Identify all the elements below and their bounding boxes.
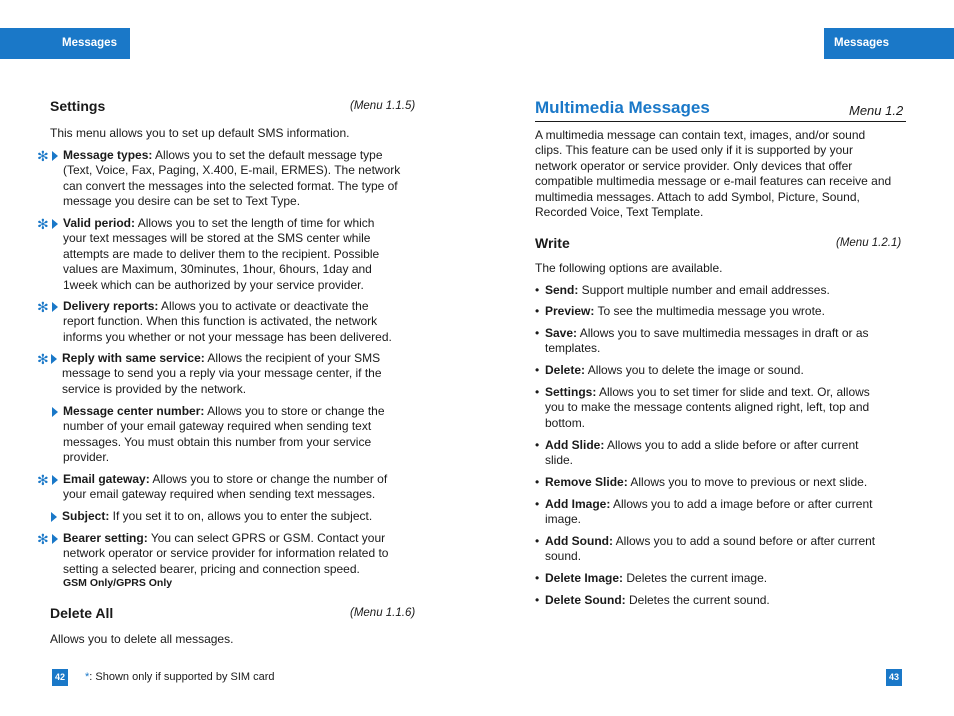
settings-item-text: You can select GPRS or GSM. Contact your bbox=[147, 531, 386, 545]
write-option-label: Add Sound: bbox=[545, 534, 613, 548]
write-option-label: Remove Slide: bbox=[545, 475, 628, 489]
write-option-label: Delete: bbox=[545, 363, 586, 377]
write-option bbox=[545, 304, 905, 319]
settings-item-text: network operator or service provider for information related to bbox=[63, 546, 389, 561]
write-intro: The following options are available. bbox=[535, 261, 723, 275]
multimedia-intro bbox=[535, 128, 891, 220]
write-option bbox=[545, 283, 905, 298]
write-option bbox=[545, 475, 905, 490]
settings-item-text: report function. When this function is activated, the network bbox=[63, 314, 378, 329]
write-option-text: sound. bbox=[545, 549, 582, 564]
write-option-label: Delete Image: bbox=[545, 571, 624, 585]
settings-item-text: If you set it to on, allows you to enter the subject. bbox=[109, 509, 373, 523]
bullet-triangle-icon bbox=[52, 219, 58, 229]
sim-only-star-icon: ✻ bbox=[37, 351, 49, 367]
settings-intro: This menu allows you to set up default SMS information. bbox=[50, 126, 350, 140]
settings-item-text: attempts are made to deliver them to the recipient. Possible bbox=[63, 246, 380, 261]
write-option bbox=[545, 438, 905, 469]
write-option-label: Delete Sound: bbox=[545, 593, 626, 607]
bullet-dot-icon: • bbox=[535, 593, 540, 607]
write-title: Write bbox=[535, 235, 570, 251]
bullet-dot-icon: • bbox=[535, 283, 540, 297]
sim-only-star-icon: ✻ bbox=[37, 299, 49, 315]
multimedia-intro-line: clips. This feature can be used only if it is supported by your bbox=[535, 143, 853, 158]
settings-item-text: Allows you to store or change the bbox=[204, 404, 385, 418]
settings-item-label: Valid period: bbox=[63, 216, 136, 230]
write-option bbox=[545, 571, 905, 586]
bullet-dot-icon: • bbox=[535, 497, 540, 511]
write-option-text: Allows you to set timer for slide and text. Or, allows bbox=[596, 385, 870, 399]
write-option-label: Settings: bbox=[545, 385, 597, 399]
settings-item-label: Reply with same service: bbox=[62, 351, 205, 365]
page-number-right: 43 bbox=[886, 669, 902, 686]
write-option-text: To see the multimedia message you wrote. bbox=[594, 304, 825, 318]
write-menu-ref: (Menu 1.2.1) bbox=[836, 237, 902, 249]
multimedia-intro-line: Recorded Voice, Text Template. bbox=[535, 205, 704, 220]
bullet-dot-icon: • bbox=[535, 571, 540, 585]
write-option-text: Allows you to add a slide before or after current bbox=[604, 438, 859, 452]
write-option bbox=[545, 326, 905, 357]
settings-item bbox=[63, 299, 423, 345]
write-option-text: Allows you to add a sound before or after current bbox=[612, 534, 876, 548]
write-option-label: Preview: bbox=[545, 304, 595, 318]
write-option-text: Allows you to add a image before or after current bbox=[610, 497, 873, 511]
settings-item-text: Allows you to set the default message type bbox=[152, 148, 383, 162]
write-option-text: Deletes the current sound. bbox=[625, 593, 770, 607]
write-option-label: Add Slide: bbox=[545, 438, 605, 452]
write-option bbox=[545, 534, 905, 565]
write-option-label: Save: bbox=[545, 326, 578, 340]
bullet-dot-icon: • bbox=[535, 438, 540, 452]
bullet-triangle-icon bbox=[52, 151, 58, 161]
settings-item-label: Bearer setting: bbox=[63, 531, 148, 545]
settings-item bbox=[63, 148, 423, 210]
footnote-star-icon: * bbox=[85, 671, 90, 683]
settings-item bbox=[63, 404, 423, 466]
settings-item-text: number of your email gateway required when sending text bbox=[63, 419, 372, 434]
bullet-dot-icon: • bbox=[535, 385, 540, 399]
bullet-triangle-icon bbox=[52, 302, 58, 312]
settings-item-text: Allows you to set the length of time for which bbox=[135, 216, 375, 230]
settings-item-text: your email gateway required when sending text messages. bbox=[63, 487, 376, 502]
settings-item-text: your text messages will be stored at the SMS center while bbox=[63, 231, 371, 246]
settings-item bbox=[62, 509, 422, 524]
write-option-text: Allows you to save multimedia messages in draft or as bbox=[577, 326, 869, 340]
write-option bbox=[545, 593, 905, 608]
bullet-triangle-icon bbox=[52, 534, 58, 544]
footnote bbox=[85, 671, 275, 683]
bullet-dot-icon: • bbox=[535, 363, 540, 377]
settings-item-text: setting a selected bearer, pricing and connection speed. bbox=[63, 561, 360, 576]
write-option-text: Allows you to move to previous or next slide. bbox=[627, 475, 868, 489]
settings-item-text: message to send you a reply via your message center, if the bbox=[62, 366, 382, 381]
settings-item-text: Allows you to store or change the number of bbox=[149, 472, 388, 486]
settings-item-text: 1week which can be authorized by your service provider. bbox=[63, 277, 364, 292]
bullet-triangle-icon bbox=[51, 512, 57, 522]
footnote-text: : Shown only if supported by SIM card bbox=[89, 671, 275, 683]
bullet-dot-icon: • bbox=[535, 304, 540, 318]
delete-all-title: Delete All bbox=[50, 605, 114, 621]
write-option-text: Deletes the current image. bbox=[623, 571, 768, 585]
settings-item-text: (Text, Voice, Fax, Paging, X.400, E-mail, ERMES). The network bbox=[63, 163, 401, 178]
settings-item-text: informs you whether or not your message has been delivered. bbox=[63, 329, 392, 344]
write-option-text: Allows you to delete the image or sound. bbox=[585, 363, 804, 377]
settings-item-label: Message types: bbox=[63, 148, 153, 162]
bullet-dot-icon: • bbox=[535, 534, 540, 548]
sim-only-star-icon: ✻ bbox=[37, 216, 49, 232]
gsm-note: GSM Only/GPRS Only bbox=[63, 577, 173, 589]
settings-item-text: Allows you to activate or deactivate the bbox=[158, 299, 369, 313]
title-rule bbox=[535, 121, 906, 122]
write-option-text: image. bbox=[545, 512, 582, 527]
settings-item-label: Subject: bbox=[62, 509, 110, 523]
write-option bbox=[545, 385, 905, 431]
bullet-triangle-icon bbox=[51, 354, 57, 364]
bullet-triangle-icon bbox=[52, 475, 58, 485]
settings-item bbox=[63, 472, 423, 503]
settings-item-text: Allows the recipient of your SMS bbox=[204, 351, 381, 365]
sim-only-star-icon: ✻ bbox=[37, 148, 49, 164]
bullet-triangle-icon bbox=[52, 407, 58, 417]
bullet-dot-icon: • bbox=[535, 326, 540, 340]
bullet-dot-icon: • bbox=[535, 475, 540, 489]
settings-item-text: messages. You must obtain this number from your service bbox=[63, 434, 372, 449]
multimedia-title: Multimedia Messages bbox=[535, 98, 710, 117]
write-option-text: slide. bbox=[545, 453, 574, 468]
settings-item-label: Message center number: bbox=[63, 404, 205, 418]
write-option-text: bottom. bbox=[545, 415, 586, 430]
sim-only-star-icon: ✻ bbox=[37, 472, 49, 488]
settings-menu-ref: (Menu 1.1.5) bbox=[350, 100, 416, 112]
settings-item-label: Delivery reports: bbox=[63, 299, 159, 313]
write-option-text: templates. bbox=[545, 341, 601, 356]
header-tab-right: Messages bbox=[824, 28, 954, 59]
multimedia-menu-ref: Menu 1.2 bbox=[849, 103, 904, 118]
settings-item bbox=[63, 531, 423, 577]
multimedia-intro-line: network operator or service provider. Only devices that offer bbox=[535, 158, 853, 173]
settings-item-text: provider. bbox=[63, 450, 110, 465]
page-number-left: 42 bbox=[52, 669, 68, 686]
settings-item-text: can convert the messages into the selected format. The type of bbox=[63, 178, 398, 193]
multimedia-intro-line: multimedia messages. Attach to add Symbol, Picture, Sound, bbox=[535, 189, 860, 204]
delete-all-menu-ref: (Menu 1.1.6) bbox=[350, 607, 416, 619]
multimedia-intro-line: compatible multimedia message or e-mail features can receive and bbox=[535, 174, 892, 189]
multimedia-intro-line: A multimedia message can contain text, images, and/or sound bbox=[535, 128, 866, 142]
write-option bbox=[545, 363, 905, 378]
settings-item-label: Email gateway: bbox=[63, 472, 150, 486]
write-option-label: Add Image: bbox=[545, 497, 611, 511]
sim-only-star-icon: ✻ bbox=[37, 531, 49, 547]
header-tab-left: Messages bbox=[0, 28, 130, 59]
settings-item-text: values are Maximum, 30minutes, 1hour, 6hours, 1day and bbox=[63, 262, 372, 277]
write-option-text: you to make the message contents aligned right, left, top and bbox=[545, 400, 870, 415]
settings-item-text: service is provided by the network. bbox=[62, 381, 247, 396]
settings-item-text: message you desire can be set to Text Type. bbox=[63, 194, 301, 209]
delete-all-text: Allows you to delete all messages. bbox=[50, 632, 234, 646]
settings-item bbox=[63, 216, 423, 293]
write-option bbox=[545, 497, 905, 528]
write-option-label: Send: bbox=[545, 283, 579, 297]
settings-item bbox=[62, 351, 422, 397]
write-option-text: Support multiple number and email addresses. bbox=[578, 283, 830, 297]
settings-title: Settings bbox=[50, 98, 106, 114]
